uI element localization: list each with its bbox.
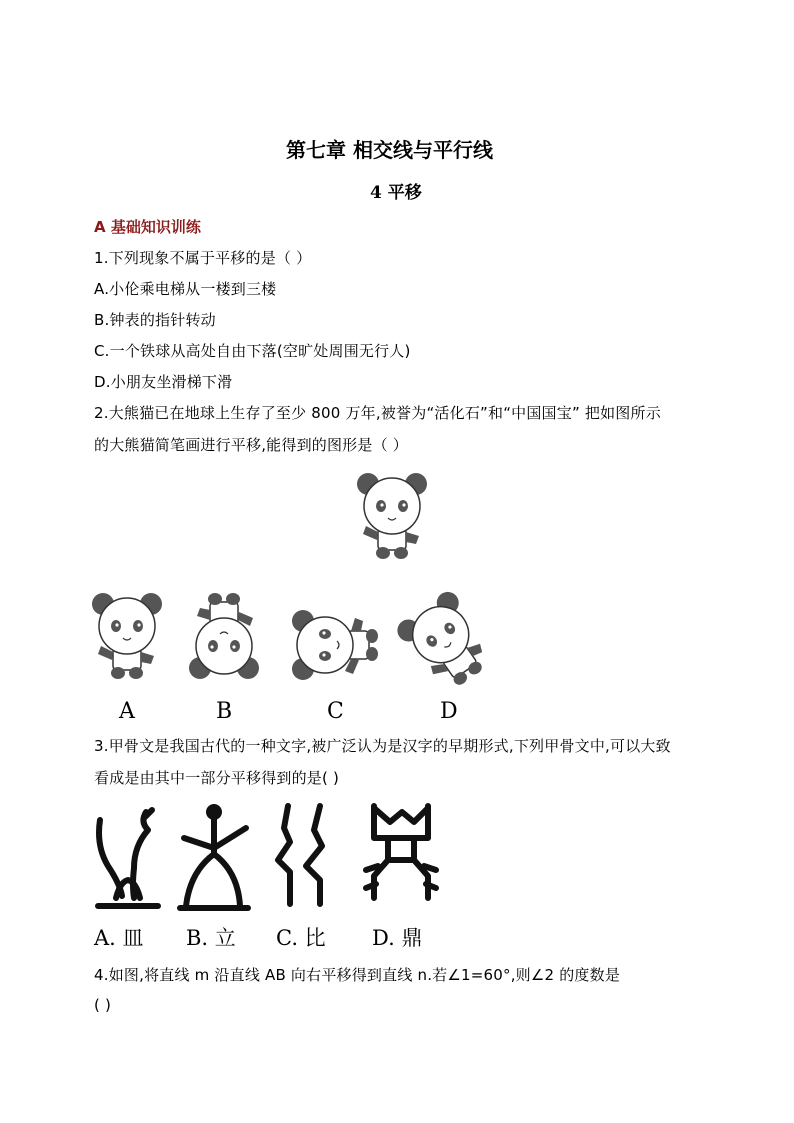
question-1-option-a: A.小伦乘电梯从一楼到三楼 xyxy=(94,280,277,298)
question-4-stem-line-2: ( ) xyxy=(94,996,112,1014)
panda-option-b-figure xyxy=(224,642,225,643)
panda-option-d-figure xyxy=(443,638,444,639)
oracle-glyph-bi xyxy=(270,800,336,912)
oracle-glyph-li xyxy=(176,802,252,914)
question-1-option-b: B.钟表的指针转动 xyxy=(94,311,216,329)
lesson-title: 4 平移 xyxy=(370,183,422,203)
question-4-stem-line-1: 4.如图,将直线 m 沿直线 AB 向右平移得到直线 n.若∠1=60°,则∠2 的度数是 xyxy=(94,966,621,984)
oracle-option-d-label: D. 鼎 xyxy=(372,926,423,950)
question-2-stem-line-2: 的大熊猫简笔画进行平移,能得到的图形是（ ） xyxy=(94,436,408,454)
question-3-stem-line-2: 看成是由其中一部分平移得到的是( ) xyxy=(94,769,340,787)
oracle-option-b-label: B. 立 xyxy=(186,926,236,950)
panda-original-figure xyxy=(392,510,393,511)
oracle-option-c-label: C. 比 xyxy=(276,926,326,950)
panda-option-d-label: D xyxy=(440,699,458,724)
oracle-glyph-min xyxy=(94,806,164,916)
section-heading: A 基础知识训练 xyxy=(94,218,201,236)
panda-option-a-label: A xyxy=(119,699,135,724)
oracle-option-a-label: A. 皿 xyxy=(94,926,144,950)
panda-option-c-figure xyxy=(329,645,330,646)
panda-option-a-figure xyxy=(127,630,128,631)
question-1-option-c: C.一个铁球从高处自由下落(空旷处周围无行人) xyxy=(94,342,411,360)
chapter-title: 第七章 相交线与平行线 xyxy=(286,138,493,162)
panda-option-c-label: C xyxy=(327,699,344,724)
question-2-stem-line-1: 2.大熊猫已在地球上生存了至少 800 万年,被誉为“活化石”和“中国国宝” 把如图所示 xyxy=(94,404,661,422)
panda-option-b-label: B xyxy=(216,699,233,724)
oracle-glyph-ding xyxy=(364,800,438,914)
question-3-stem-line-1: 3.甲骨文是我国古代的一种文字,被广泛认为是汉字的早期形式,下列甲骨文中,可以大致 xyxy=(94,737,671,755)
question-1-stem: 1.下列现象不属于平移的是（ ） xyxy=(94,249,312,267)
question-1-option-d: D.小朋友坐滑梯下滑 xyxy=(94,373,233,391)
